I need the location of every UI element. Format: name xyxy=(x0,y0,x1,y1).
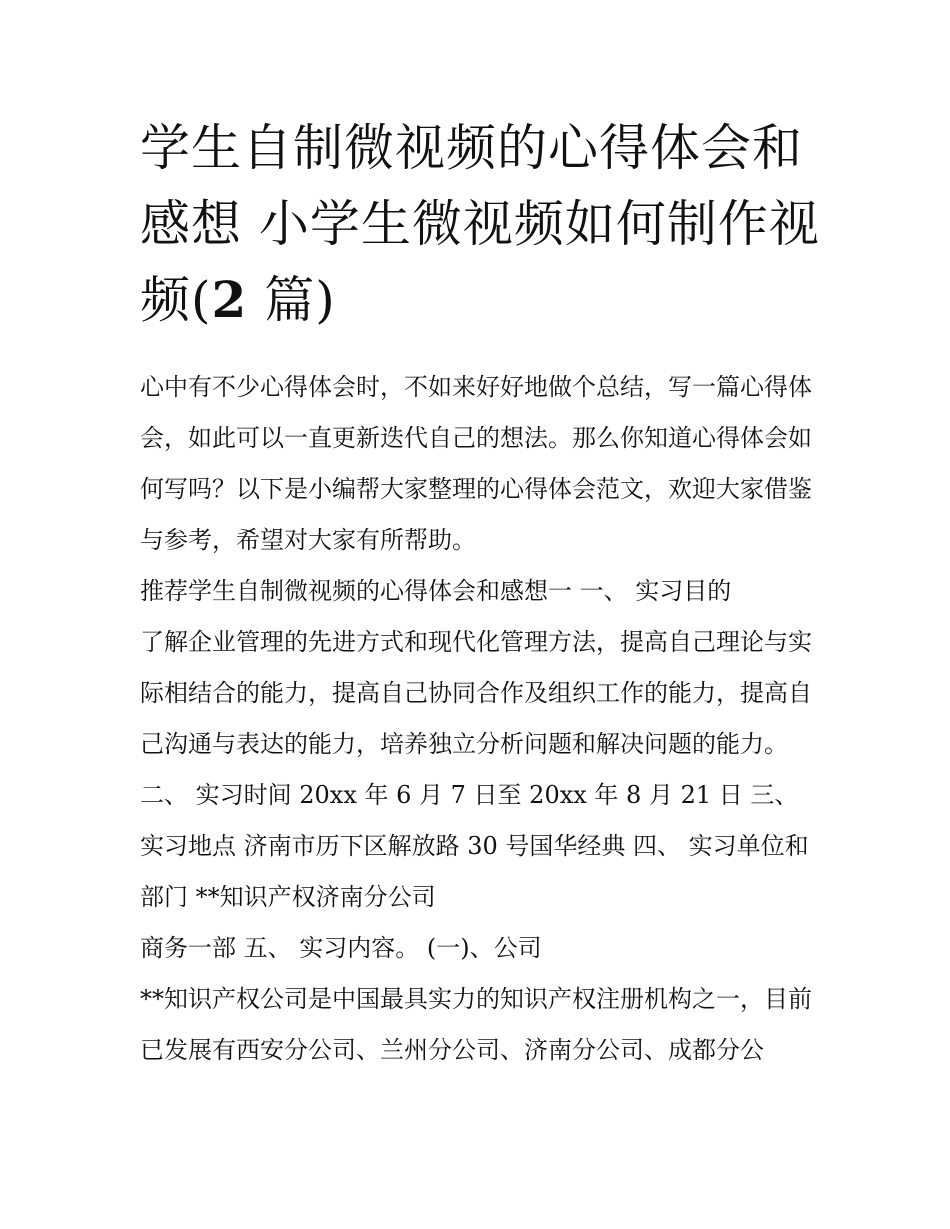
paragraph-purpose: 了解企业管理的先进方式和现代化管理方法，提高自己理论与实际相结合的能力，提高自己协同合作及组织工作的能力，提高自己沟通与表达的能力，培养独立分析问题和解决问题的能力。 xyxy=(140,628,812,758)
paragraph-time-place: 二、 实习时间 20xx 年 6 月 7 日至 20xx 年 8 月 21 日 三、 实习地点 济南市历下区解放路 30 号国华经典 四、 实习单位和部门 **知识产权济南分公司 xyxy=(140,781,809,911)
paragraph-content-heading: 商务一部 五、 实习内容。 (一)、公司 xyxy=(140,934,542,962)
document-page xyxy=(140,110,820,1076)
title-suffix: 篇) xyxy=(247,271,336,329)
paragraph-heading-purpose: 推荐学生自制微视频的心得体会和感想一 一、 实习目的 xyxy=(140,577,732,605)
paragraph-intro: 心中有不少心得体会时，不如来好好地做个总结，写一篇心得体会，如此可以一直更新迭代自己的想法。那么你知道心得体会如何写吗？以下是小编帮大家整理的心得体会范文，欢迎大家借鉴与参考，希望对大家有所帮助。 xyxy=(140,373,812,554)
title-text: 学生自制微视频的心得体会和感想 小学生微视频如何制作视频( xyxy=(140,119,820,329)
paragraph-company: **知识产权公司是中国最具实力的知识产权注册机构之一，目前已发展有西安分公司、兰州分公司、济南分公司、成都分公 xyxy=(140,985,812,1064)
document-title xyxy=(140,110,820,338)
title-count: 2 xyxy=(211,270,248,329)
document-body xyxy=(140,362,820,1076)
